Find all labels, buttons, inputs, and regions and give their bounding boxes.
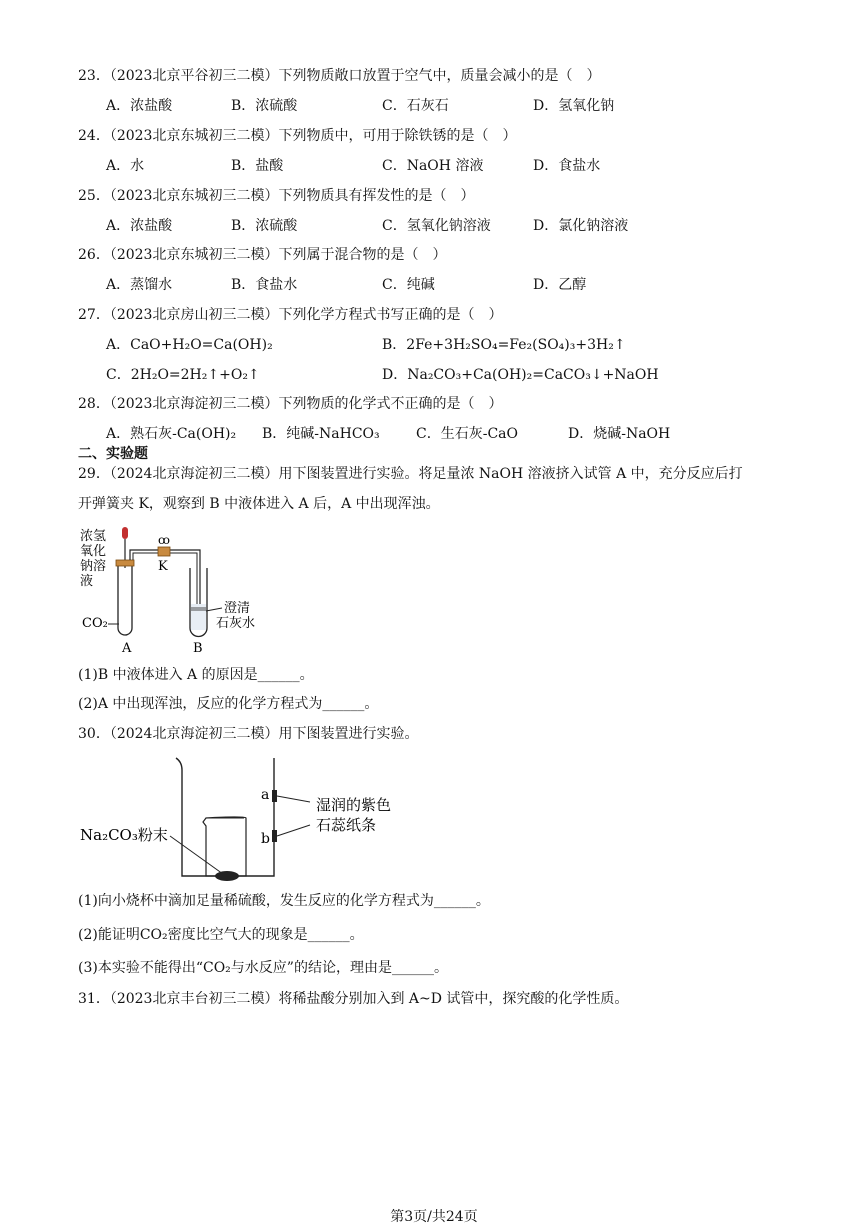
q29-label-limewater-2: 石灰水: [216, 616, 256, 631]
question-24-option-b: B．盐酸: [231, 158, 284, 174]
question-25-option-c: C．氢氧化钠溶液: [382, 218, 491, 234]
question-28-option-a: A．熟石灰-Ca(OH)₂: [106, 426, 237, 442]
q30-label-b: b: [261, 831, 270, 847]
q30-paper-label-2: 石蕊纸条: [316, 816, 377, 834]
question-30-sub2: (2)能证明CO₂密度比空气大的现象是______。: [78, 927, 364, 943]
q29-dropper-bulb: [122, 527, 128, 539]
question-24-option-c: C．NaOH 溶液: [382, 158, 484, 174]
question-29-sub2: (2)A 中出现浑浊，反应的化学方程式为______。: [78, 696, 379, 712]
question-25-stem: 25．（2023北京东城初三二模）下列物质具有挥发性的是（ ）: [78, 188, 475, 204]
q29-label-b: B: [193, 641, 203, 656]
question-25-option-a: A．浓盐酸: [106, 218, 173, 234]
question-31-stem: 31．（2023北京丰台初三二模）将稀盐酸分别加入到 A~D 试管中，探究酸的化学性质。: [78, 991, 629, 1007]
q30-paper-b: [272, 830, 277, 842]
question-23-stem: 23．（2023北京平谷初三二模）下列物质敞口放置于空气中，质量会减小的是（ ）: [78, 68, 601, 84]
q29-label-limewater-1: 澄清: [224, 601, 251, 616]
question-23-option-a: A．浓盐酸: [106, 98, 173, 114]
q29-limewater-pointer: [206, 608, 222, 611]
question-23-option-d: D．氢氧化钠: [533, 98, 615, 114]
question-24-stem: 24．（2023北京东城初三二模）下列物质中，可用于除铁锈的是（ ）: [78, 128, 517, 144]
question-27-option-d: D．Na₂CO₃+Ca(OH)₂=CaCO₃↓+NaOH: [382, 367, 659, 383]
question-24-option-d: D．食盐水: [533, 158, 601, 174]
question-26-option-c: C．纯碱: [382, 277, 435, 293]
q30-paper-a: [272, 790, 277, 802]
q29-clamp-symbol: ꝏ: [158, 533, 170, 547]
question-30-stem: 30．（2024北京海淀初三二模）用下图装置进行实验。: [78, 726, 419, 742]
q30-small-beaker: [203, 817, 246, 876]
q30-paper-pointer-b: [277, 825, 310, 836]
question-29-stem-line2: 开弹簧夹 K，观察到 B 中液体进入 A 后，A 中出现浑浊。: [78, 496, 440, 512]
q29-stopper-a: [116, 560, 134, 566]
q29-label-k: K: [158, 559, 168, 574]
question-29-sub1: (1)B 中液体进入 A 的原因是______。: [78, 667, 314, 683]
question-27-option-c: C．2H₂O=2H₂↑+O₂↑: [106, 367, 260, 383]
question-26-stem: 26．（2023北京东城初三二模）下列属于混合物的是（ ）: [78, 247, 447, 263]
question-23-option-b: B．浓硫酸: [231, 98, 298, 114]
q30-paper-label-1: 湿润的紫色: [316, 796, 392, 814]
q30-label-a: a: [261, 787, 270, 803]
question-25-option-b: B．浓硫酸: [231, 218, 298, 234]
question-27-option-a: A．CaO+H₂O=Ca(OH)₂: [106, 337, 273, 353]
section-heading: 二、实验题: [78, 446, 148, 462]
q29-test-tube-a: [118, 564, 132, 635]
q29-label-a: A: [122, 641, 132, 656]
question-25-option-d: D．氯化钠溶液: [533, 218, 629, 234]
q29-naoh-label-1: 浓氢: [80, 529, 107, 544]
question-29-stem-line1: 29．（2024北京海淀初三二模）用下图装置进行实验。将足量浓 NaOH 溶液挤入试管 A 中，充分反应后打: [78, 466, 743, 482]
question-28-option-b: B．纯碱-NaHCO₃: [262, 426, 380, 442]
question-24-option-a: A．水: [106, 158, 145, 174]
question-28-option-c: C．生石灰-CaO: [416, 426, 518, 442]
q30-powder-label: Na₂CO₃粉末: [80, 826, 168, 844]
q30-powder-pointer: [170, 836, 223, 874]
q29-naoh-label-4: 液: [80, 574, 94, 589]
question-23-option-c: C．石灰石: [382, 98, 449, 114]
question-26-option-b: B．食盐水: [231, 277, 298, 293]
q29-naoh-label-2: 氧化: [80, 544, 107, 559]
q29-naoh-label-3: 钠溶: [80, 559, 107, 574]
q29-clamp-k: [158, 547, 170, 556]
question-30-sub3: (3)本实验不能得出“CO₂与水反应”的结论，理由是______。: [78, 960, 448, 976]
q30-powder: [215, 871, 239, 881]
question-27-option-b: B．2Fe+3H₂SO₄=Fe₂(SO₄)₃+3H₂↑: [382, 337, 626, 353]
question-30-sub1: (1)向小烧杯中滴加足量稀硫酸，发生反应的化学方程式为______。: [78, 893, 490, 909]
question-26-option-a: A．蒸馏水: [106, 277, 173, 293]
question-26-option-d: D．乙醇: [533, 277, 587, 293]
question-28-stem: 28．（2023北京海淀初三二模）下列物质的化学式不正确的是（ ）: [78, 396, 503, 412]
q30-paper-pointer-a: [277, 796, 310, 802]
question-27-stem: 27．（2023北京房山初三二模）下列化学方程式书写正确的是（ ）: [78, 307, 503, 323]
q30-beaker-figure: [78, 752, 418, 884]
q29-apparatus-figure: [78, 524, 268, 656]
question-28-option-d: D．烧碱-NaOH: [568, 426, 671, 442]
q29-label-co2: CO₂: [82, 616, 108, 631]
page-number: 第3页/共24页: [390, 1209, 478, 1225]
